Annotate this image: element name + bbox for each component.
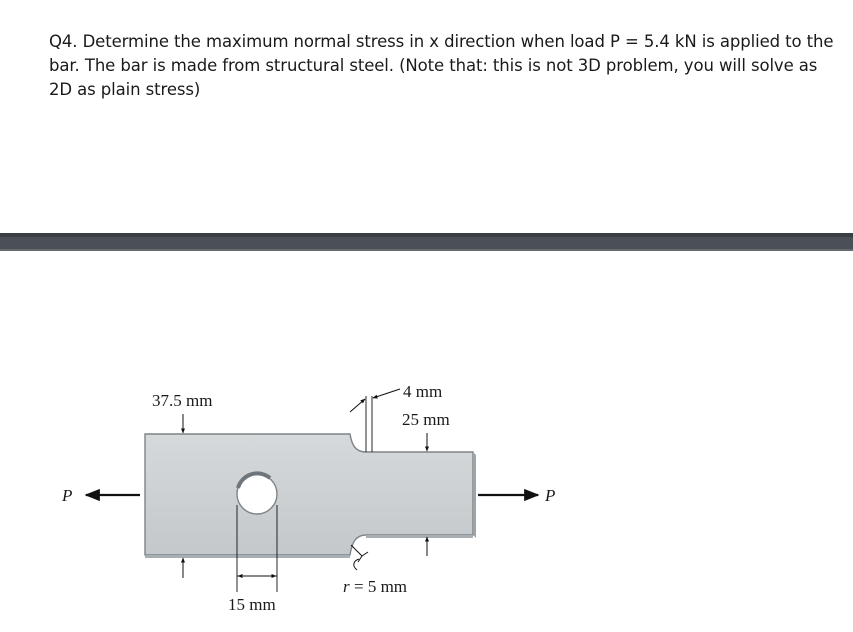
- steel-bar: [145, 434, 476, 558]
- question-text: Q4. Determine the maximum normal stress in x direction when load P = 5.4 kN is applied to the bar. The bar is made from structural steel. (Note that: this is not 3D problem, you will solve as 2D as plain stress): [49, 32, 834, 99]
- dim-radius-r: r: [343, 577, 350, 596]
- load-label-left: P: [62, 486, 73, 505]
- dim-hole-label: 15 mm: [228, 595, 276, 614]
- load-label-right: P: [545, 486, 556, 505]
- center-hole: [237, 473, 277, 514]
- dim-thickness-label: 4 mm: [403, 382, 443, 401]
- dim-wide-label: 37.5 mm: [152, 391, 213, 410]
- dim-narrow-label: 25 mm: [402, 410, 450, 429]
- fillet-radius-callout: [343, 545, 407, 596]
- dim-radius-value: = 5 mm: [354, 577, 408, 596]
